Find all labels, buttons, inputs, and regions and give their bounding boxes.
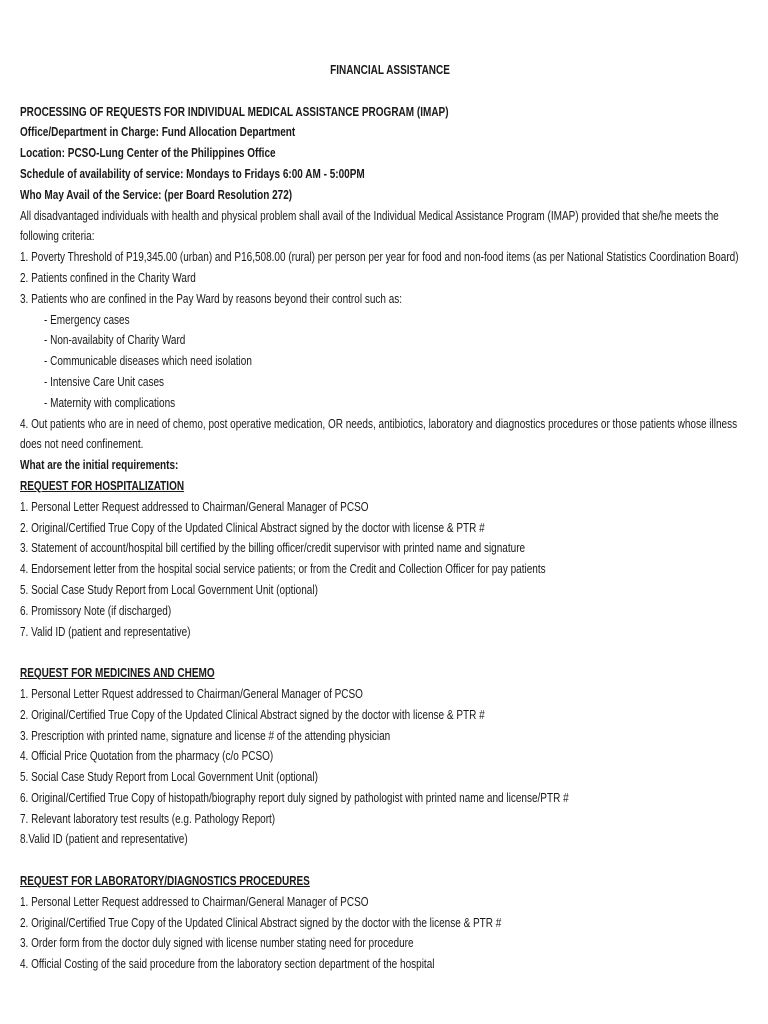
schedule-line: Schedule of availability of service: Mondays to Fridays 6:00 AM - 5:00PM — [20, 166, 365, 181]
requirement-item: 7. Valid ID (patient and representative) — [20, 624, 191, 639]
hospitalization-heading: REQUEST FOR HOSPITALIZATION — [20, 478, 185, 493]
spacer — [20, 642, 612, 663]
criteria-item: does not need confinement. — [20, 437, 144, 452]
requirement-item: 5. Social Case Study Report from Local Government Unit (optional) — [20, 582, 318, 597]
requirement-item: 4. Official Costing of the said procedure from the laboratory section department of the hospital — [20, 957, 435, 972]
criteria-item: 4. Out patients who are in need of chemo, post operative medication, OR needs, antibiotics, laboratory and diagnostics procedures or those patients whose illness — [20, 416, 738, 431]
spacer — [20, 850, 612, 871]
subcriteria-item: - Intensive Care Unit cases — [44, 374, 165, 389]
office-line: Office/Department in Charge: Fund Allocation Department — [20, 125, 296, 140]
requirement-item: 2. Original/Certified True Copy of the Updated Clinical Abstract signed by the doctor with the license & PTR # — [20, 915, 502, 930]
requirement-item: 2. Original/Certified True Copy of the Updated Clinical Abstract signed by the doctor with license & PTR # — [20, 520, 485, 535]
requirement-item: 5. Social Case Study Report from Local Government Unit (optional) — [20, 770, 318, 785]
requirement-item: 3. Statement of account/hospital bill certified by the billing officer/credit supervisor with printed name and signature — [20, 541, 526, 556]
document-body — [20, 60, 739, 975]
requirement-item: 3. Prescription with printed name, signature and license # of the attending physician — [20, 728, 391, 743]
eligibility-heading: Who May Avail of the Service: (per Board Resolution 272) — [20, 187, 293, 202]
program-heading: PROCESSING OF REQUESTS FOR INDIVIDUAL MEDICAL ASSISTANCE PROGRAM (IMAP) — [20, 104, 449, 119]
location-line: Location: PCSO-Lung Center of the Philippines Office — [20, 146, 276, 161]
requirement-item: 6. Original/Certified True Copy of histopath/biography report duly signed by pathologist with printed name and license/PTR # — [20, 790, 569, 805]
requirement-item: 4. Official Price Quotation from the pharmacy (c/o PCSO) — [20, 749, 274, 764]
requirement-item: 8.Valid ID (patient and representative) — [20, 832, 188, 847]
requirement-item: 1. Personal Letter Request addressed to Chairman/General Manager of PCSO — [20, 499, 369, 514]
document-title: FINANCIAL ASSISTANCE — [330, 63, 450, 77]
spacer — [20, 81, 612, 102]
requirement-item: 6. Promissory Note (if discharged) — [20, 603, 172, 618]
criteria-item: 2. Patients confined in the Charity Ward — [20, 270, 196, 285]
subcriteria-item: - Emergency cases — [44, 312, 130, 327]
requirement-item: 1. Personal Letter Request addressed to Chairman/General Manager of PCSO — [20, 894, 369, 909]
requirement-item: 3. Order form from the doctor duly signed with license number stating need for procedure — [20, 936, 414, 951]
subcriteria-item: - Non-availabity of Charity Ward — [44, 333, 186, 348]
requirement-item: 1. Personal Letter Rquest addressed to Chairman/General Manager of PCSO — [20, 686, 363, 701]
subcriteria-item: - Maternity with complications — [44, 395, 176, 410]
requirement-item: 4. Endorsement letter from the hospital social service patients; or from the Credit and Collection Officer for pay patients — [20, 562, 546, 577]
medicines-heading: REQUEST FOR MEDICINES AND CHEMO — [20, 666, 215, 681]
requirement-item: 2. Original/Certified True Copy of the Updated Clinical Abstract signed by the doctor with license & PTR # — [20, 707, 485, 722]
intro-text: All disadvantaged individuals with health and physical problem shall avail of the Individual Medical Assistance Program (IMAP) provided that she/he meets the — [20, 208, 719, 223]
criteria-item: 1. Poverty Threshold of P19,345.00 (urban) and P16,508.00 (rural) per person per year for food and non-food items (as per National Statistics Coordination Board) — [20, 250, 739, 265]
intro-text: following criteria: — [20, 229, 95, 244]
criteria-item: 3. Patients who are confined in the Pay Ward by reasons beyond their control such as: — [20, 291, 403, 306]
requirements-heading: What are the initial requirements: — [20, 458, 179, 473]
requirement-item: 7. Relevant laboratory test results (e.g. Pathology Report) — [20, 811, 276, 826]
subcriteria-item: - Communicable diseases which need isolation — [44, 354, 252, 369]
laboratory-heading: REQUEST FOR LABORATORY/DIAGNOSTICS PROCEDURES — [20, 874, 310, 889]
